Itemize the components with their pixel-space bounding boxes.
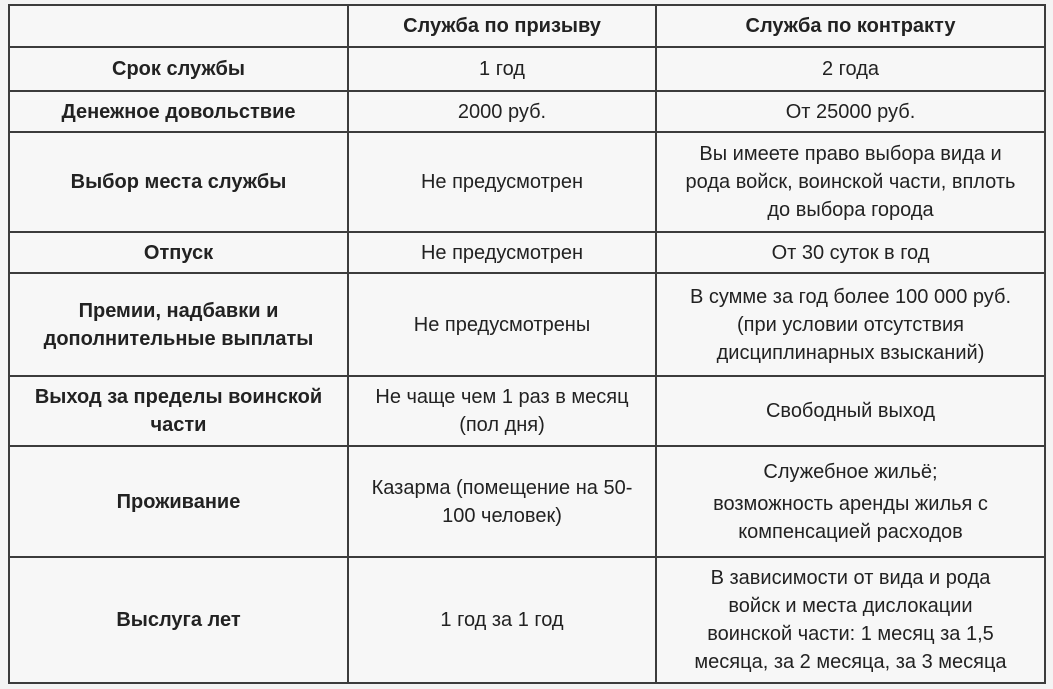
cell-line: (пол дня) [459,414,545,436]
header-contract: Служба по контракту [656,5,1045,47]
conscription-cell [348,132,656,232]
row-label-line: Проживание [116,490,241,513]
contract-cell [656,273,1045,376]
cell-line: до выбора города [767,199,934,221]
row-label-line: Выход за пределы воинской [34,386,323,408]
table-row [9,91,1045,132]
contract-cell [656,132,1045,232]
contract-cell [656,232,1045,273]
contract-cell [656,557,1045,683]
cell-line: Вы имеете право выбора вида и [699,143,1002,165]
cell-line: войск и места дислокации [728,595,973,617]
row-label-line: Выслуга лет [116,609,241,631]
row-label [9,273,348,376]
cell-line: Не предусмотрен [420,171,584,193]
cell-line: 2 года [821,58,879,80]
cell-line: Не предусмотрены [413,313,591,336]
cell-line: рода войск, воинской части, вплоть [685,171,1016,193]
row-label-line: дополнительные выплаты [43,327,314,350]
header-empty-cell [9,5,348,47]
cell-line: (при условии отсутствия [736,313,964,336]
table-row [9,446,1045,557]
cell-line: В зависимости от вида и рода [710,567,991,589]
row-label-line: Премии, надбавки и [78,299,279,322]
row-label [9,232,348,273]
row-label-line: Отпуск [143,241,214,264]
row-label-line: части [150,414,207,436]
conscription-cell [348,376,656,446]
cell-line: Не предусмотрен [420,241,584,264]
conscription-cell [348,557,656,683]
cell-line: Служебное жильё; [763,460,938,483]
header-row [9,5,1045,47]
cell-line: дисциплинарных взысканий) [716,341,985,364]
conscription-cell [348,446,656,557]
row-label-line: Срок службы [112,58,245,80]
row-label [9,47,348,91]
cell-line: От 25000 руб. [785,100,916,123]
table-row [9,47,1045,91]
cell-line: Не чаще чем 1 раз в месяц [375,386,629,408]
cell-line: В сумме за год более 100 000 руб. [689,285,1012,308]
cell-line: компенсацией расходов [738,520,963,543]
cell-line: 1 год [479,58,525,80]
cell-line: Казарма (помещение на 50- [371,476,633,499]
comparison-table-container [8,4,1046,684]
cell-line: возможность аренды жилья с [713,492,988,515]
contract-cell [656,91,1045,132]
cell-line: воинской части: 1 месяц за 1,5 [707,623,994,645]
contract-cell [656,376,1045,446]
service-comparison-table [8,4,1046,684]
cell-line: 2000 руб. [457,100,547,123]
conscription-cell [348,47,656,91]
table-row [9,132,1045,232]
cell-line: Свободный выход [765,400,936,422]
cell-line: 100 человек) [442,504,562,527]
row-label [9,91,348,132]
row-label [9,446,348,557]
contract-cell [656,47,1045,91]
table-row [9,557,1045,683]
table-row [9,273,1045,376]
table-row [9,376,1045,446]
cell-line: 1 год за 1 год [440,609,564,631]
header-conscription: Служба по призыву [348,5,656,47]
conscription-cell [348,273,656,376]
row-label [9,132,348,232]
cell-line: От 30 суток в год [771,241,930,264]
cell-line: месяца, за 2 месяца, за 3 месяца [694,651,1007,673]
table-row [9,232,1045,273]
row-label [9,376,348,446]
conscription-cell [348,232,656,273]
row-label-line: Денежное довольствие [61,100,296,123]
row-label-line: Выбор места службы [70,171,287,193]
contract-cell [656,446,1045,557]
row-label [9,557,348,683]
conscription-cell [348,91,656,132]
